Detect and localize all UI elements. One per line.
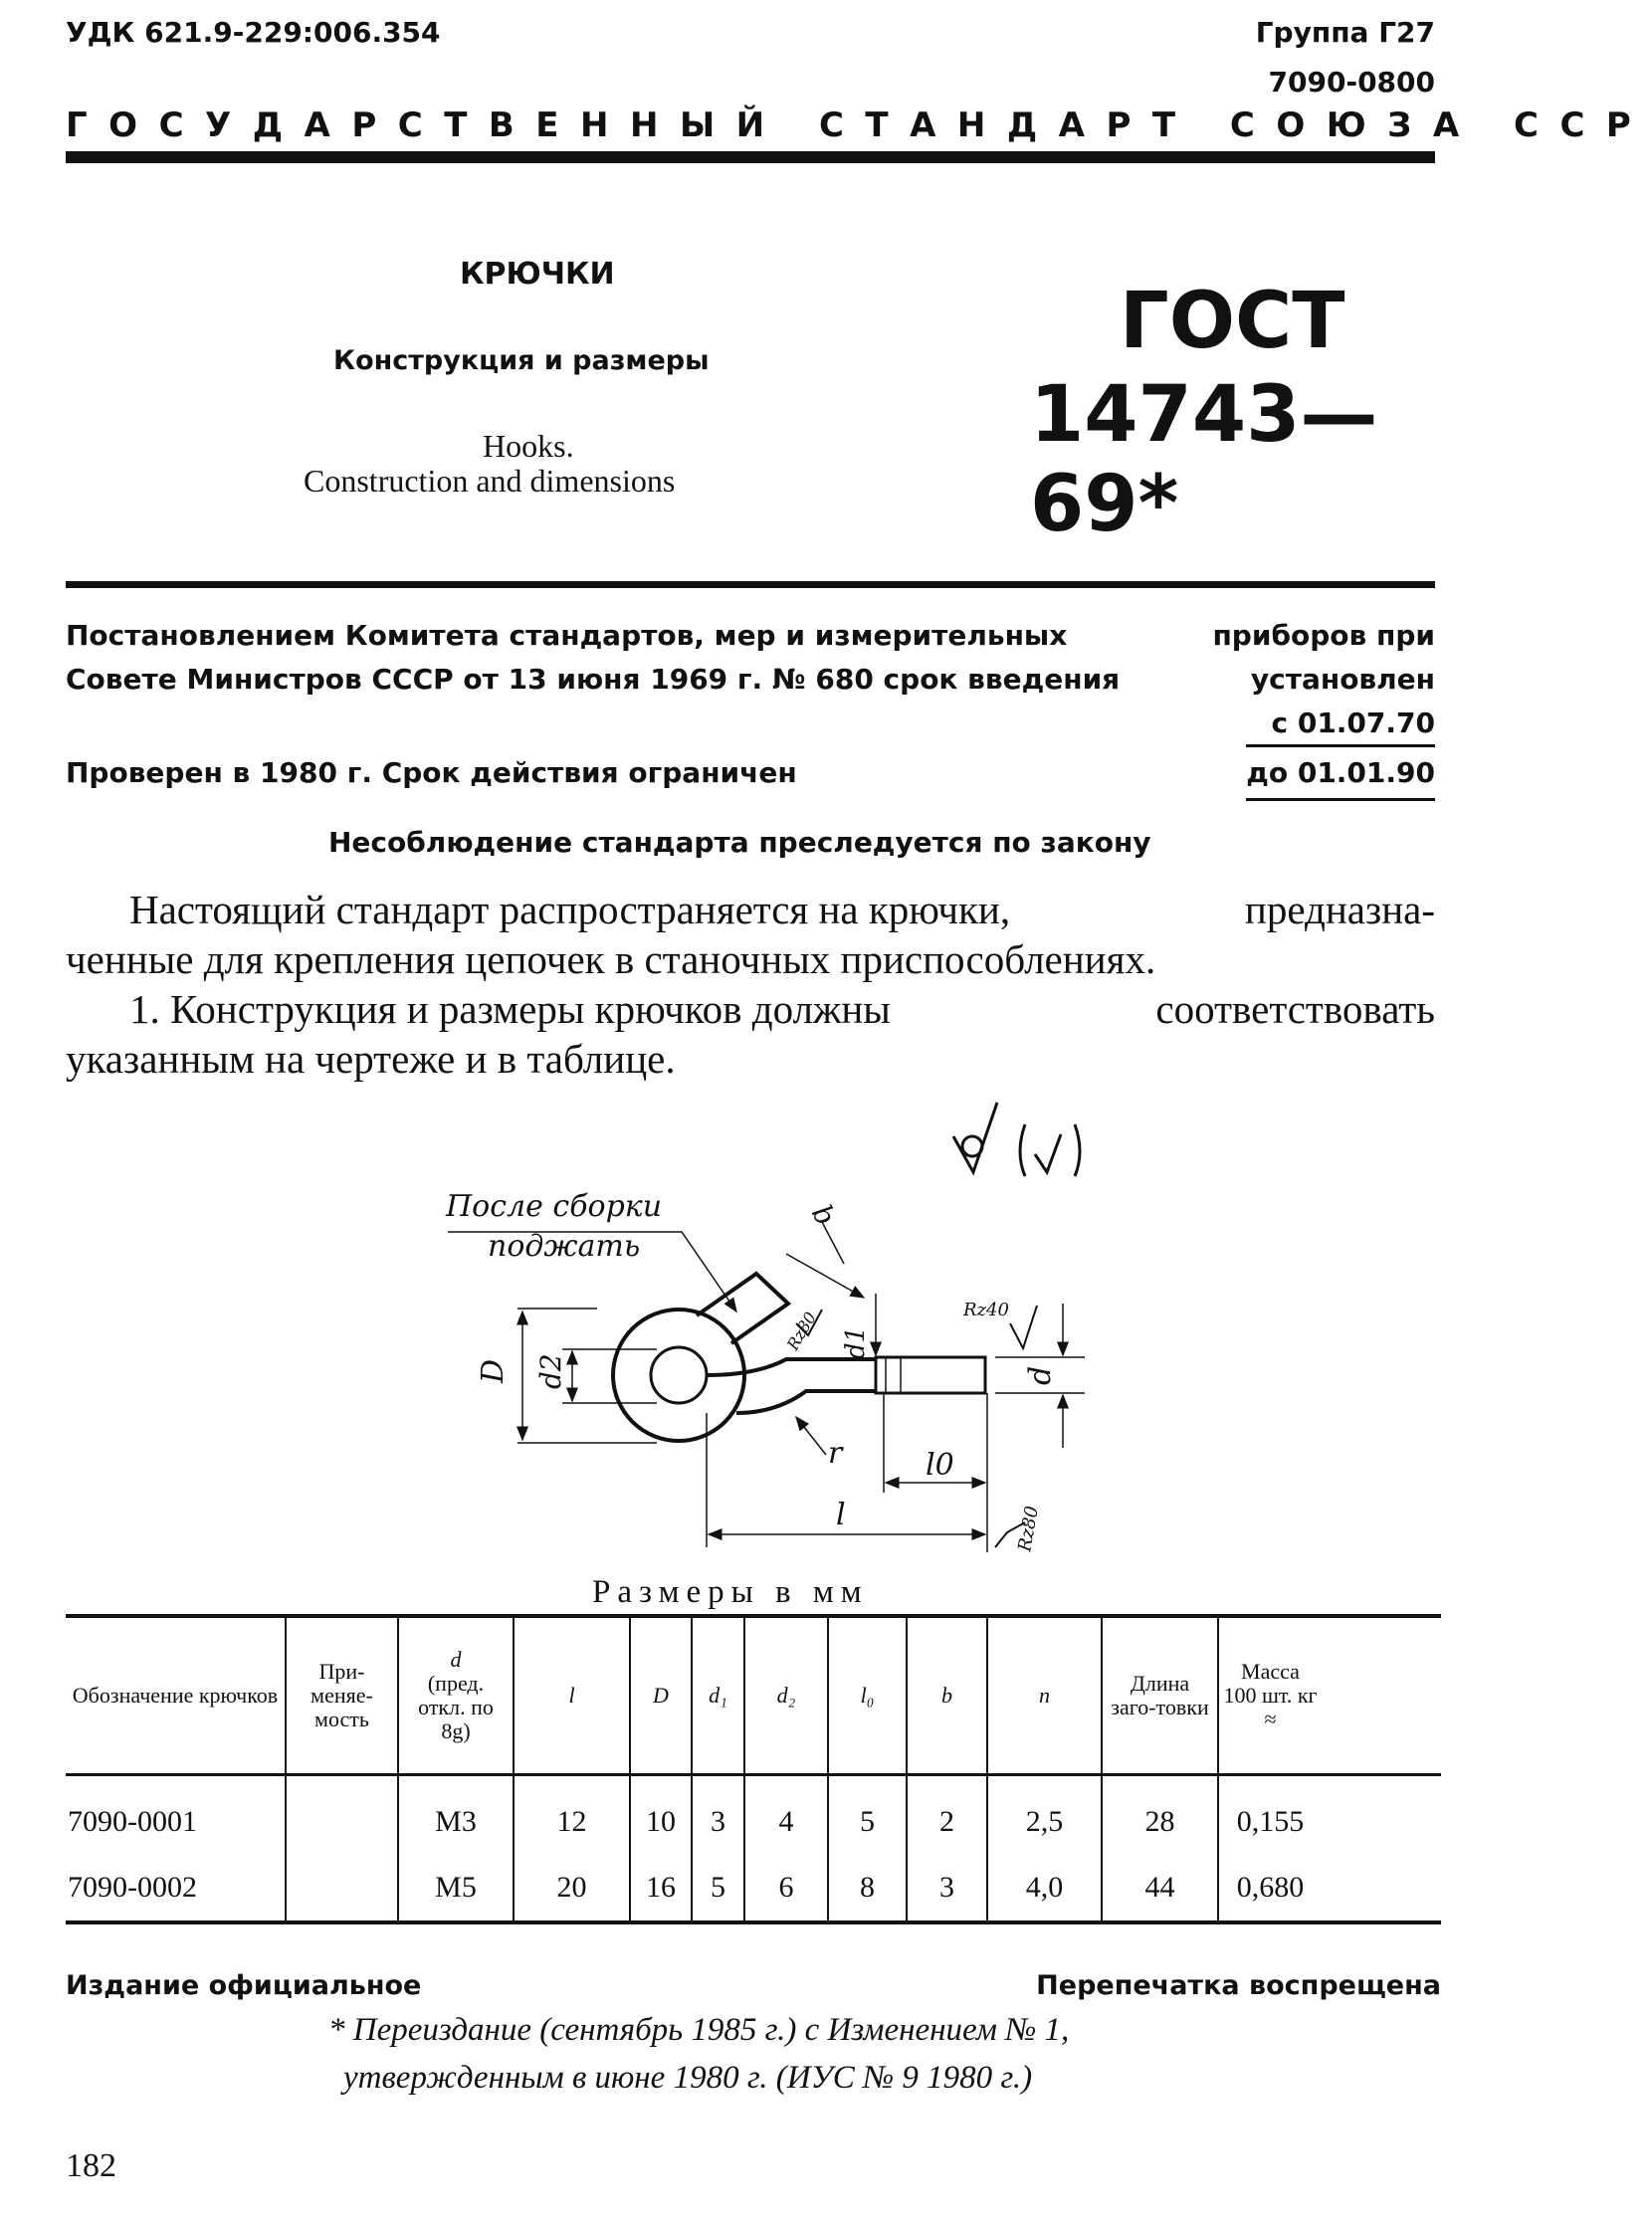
- cell-n: 2,5: [987, 1775, 1102, 1856]
- cell-applicability: [286, 1855, 398, 1922]
- reissue-note-line-1: * Переиздание (сентябрь 1985 г.) с Изменением № 1,: [328, 2012, 1070, 2048]
- header-mass: Масса 100 шт. кг ≈: [1218, 1616, 1322, 1775]
- law-notice: Несоблюдение стандарта преследуется по закону: [328, 826, 1151, 859]
- cell-mass: 0,155: [1218, 1775, 1322, 1856]
- dim-d2-label: d2: [534, 1353, 567, 1389]
- paragraph-2-line-1-left: 1. Конструкция и размеры крючков должны: [129, 986, 891, 1032]
- cell-blank-length: 28: [1102, 1775, 1218, 1856]
- paragraph-2-line-2: указанным на чертеже и в таблице.: [66, 1036, 676, 1082]
- cell-designation: 7090-0002: [66, 1855, 286, 1922]
- reissue-note-line-2: утвержденным в июне 1980 г. (ИУС № 9 1980 г.): [343, 2060, 1033, 2096]
- header-blank-length: Длина заго-товки: [1102, 1616, 1218, 1775]
- title-en-line2: Construction and dimensions: [304, 463, 676, 499]
- gost-number: 14743—69*: [1030, 370, 1378, 549]
- cell-designation: 7090-0001: [66, 1775, 286, 1856]
- udk-code: УДК 621.9-229:006.354: [66, 16, 441, 49]
- cell-b: 3: [907, 1855, 987, 1922]
- state-standard-banner: ГОСУДАРСТВЕННЫЙ СТАНДАРТ СОЮЗА ССР: [66, 105, 1652, 145]
- cell-l: 20: [514, 1855, 630, 1922]
- validity-until: до 01.01.90: [1246, 756, 1435, 789]
- hook-neck: [697, 1274, 788, 1343]
- cell-mass: 0,680: [1218, 1855, 1322, 1922]
- reprint-prohibited: Перепечатка воспрещена: [1036, 1970, 1441, 2001]
- decree-line-1-left: Постановлением Комитета стандартов, мер и измерительных: [66, 619, 1068, 652]
- cell-n: 4,0: [987, 1855, 1102, 1922]
- cell-d1: 3: [692, 1775, 744, 1856]
- header-D: D: [630, 1616, 692, 1775]
- header-applicability: При-меняе-мость: [286, 1616, 398, 1775]
- units-caption: Размеры в мм: [592, 1574, 869, 1610]
- hook-ring-inner: [651, 1347, 707, 1403]
- surface-finish-symbol: [953, 1103, 1080, 1176]
- official-edition: Издание официальное: [66, 1970, 422, 2001]
- paragraph-2-line-1-right: соответствовать: [1155, 986, 1435, 1032]
- cell-l0: 8: [828, 1855, 907, 1922]
- subtitle-ru: Конструкция и размеры: [333, 345, 710, 376]
- header-l: l: [514, 1616, 630, 1775]
- header-b: b: [907, 1616, 987, 1775]
- product-code: 7090-0800: [1268, 66, 1435, 99]
- table-row: [66, 1775, 1441, 1856]
- check-note: Проверен в 1980 г. Срок действия ограничен: [66, 756, 797, 789]
- paragraph-1-line-1-left: Настоящий стандарт распространяется на крючки,: [129, 887, 1011, 932]
- paragraph-1-line-1-right: предназна-: [1244, 887, 1435, 932]
- cell-D: 16: [630, 1855, 692, 1922]
- threaded-shaft: [876, 1357, 985, 1393]
- decree-line-2-right: установлен: [1250, 663, 1435, 696]
- cell-b: 2: [907, 1775, 987, 1856]
- decree-line-3: с 01.07.70: [1271, 706, 1435, 739]
- header-d-note: (пред. откл. по 8g): [418, 1671, 494, 1743]
- cell-l: 12: [514, 1775, 630, 1856]
- header-d-symbol: d: [450, 1647, 462, 1672]
- cell-D: 10: [630, 1775, 692, 1856]
- cell-d1: 5: [692, 1855, 744, 1922]
- header-n: n: [987, 1616, 1102, 1775]
- cell-d2: 6: [744, 1855, 828, 1922]
- header-designation: Обозначение крючков: [66, 1616, 286, 1775]
- dim-l-label: l: [836, 1498, 846, 1532]
- rough-top-label: Rz40: [963, 1300, 1009, 1320]
- header-d1: d₁: [692, 1616, 744, 1775]
- header-l0: l₀: [828, 1616, 907, 1775]
- group-code: Группа Г27: [1255, 16, 1435, 49]
- cell-blank-length: 44: [1102, 1855, 1218, 1922]
- header-d: [398, 1616, 514, 1775]
- dim-d-label: d: [1023, 1365, 1058, 1385]
- rough-bottom-label: Rz80: [1014, 1504, 1043, 1553]
- title-en-line1: Hooks.: [483, 428, 574, 464]
- dim-d1-label: d1: [841, 1325, 871, 1359]
- rough-mid-label: Rz80: [783, 1309, 820, 1353]
- hook-bend: [707, 1359, 876, 1413]
- cell-applicability: [286, 1775, 398, 1856]
- cell-l0: 5: [828, 1775, 907, 1856]
- dim-r-label: r: [828, 1436, 843, 1471]
- cell-d: М3: [398, 1775, 514, 1856]
- dim-l0-label: l0: [926, 1448, 954, 1483]
- note-line-1: После сборки: [446, 1189, 663, 1224]
- page-number: 182: [66, 2147, 116, 2184]
- dim-b-label: b: [804, 1199, 843, 1232]
- cell-d2: 4: [744, 1775, 828, 1856]
- table-header-row: [66, 1616, 1441, 1775]
- dim-D-label: D: [476, 1358, 511, 1383]
- decree-line-1-right: приборов при: [1212, 619, 1435, 652]
- title-ru: КРЮЧКИ: [460, 257, 615, 292]
- table-row: [66, 1855, 1441, 1922]
- note-line-2: поджать: [488, 1229, 641, 1264]
- paragraph-1-line-2: ченные для крепления цепочек в станочных приспособлениях.: [66, 936, 1156, 982]
- cell-d: М5: [398, 1855, 514, 1922]
- dimensions-table: [66, 1614, 1441, 1924]
- decree-line-2-left: Совете Министров СССР от 13 июня 1969 г. № 680 срок введения: [66, 663, 1121, 696]
- gost-label: ГОСТ: [1120, 277, 1345, 366]
- header-d2: d₂: [744, 1616, 828, 1775]
